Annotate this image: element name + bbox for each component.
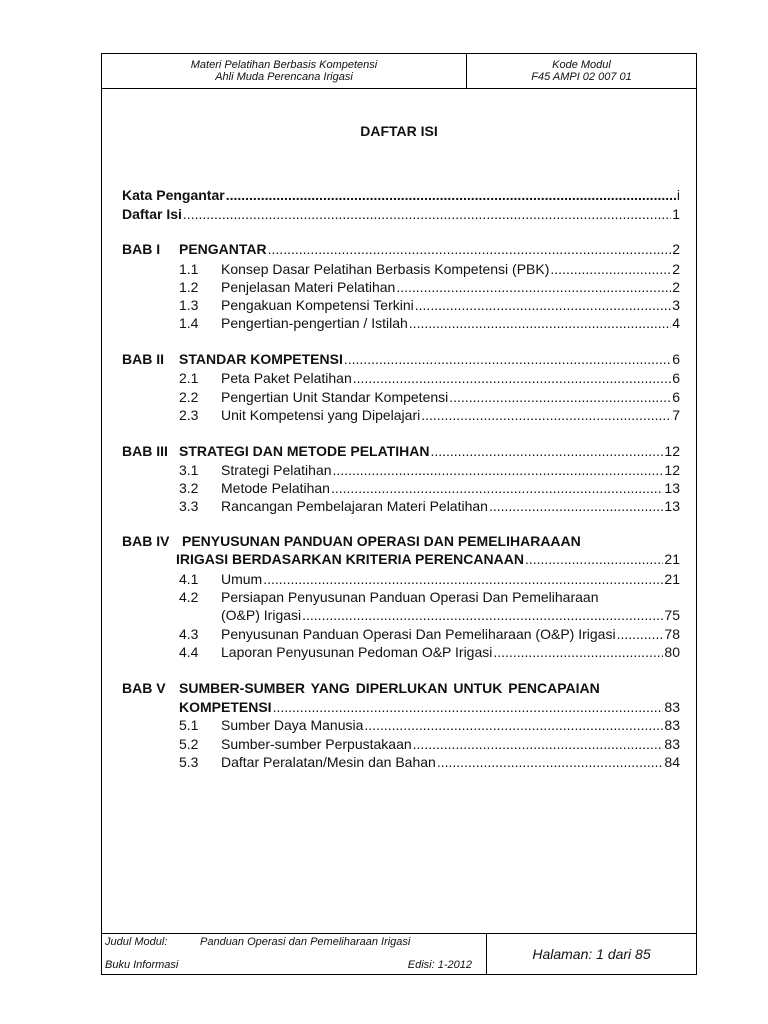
- leader-dots: [525, 550, 663, 568]
- section-label: Laporan Penyusunan Pedoman O&P Irigasi: [221, 644, 493, 660]
- leader-dots: [449, 388, 671, 406]
- toc-section-5-1[interactable]: [221, 716, 680, 734]
- toc-label: Daftar Isi: [122, 206, 182, 222]
- toc-section-4-3[interactable]: [221, 625, 680, 643]
- footer-edisi: Edisi: 1-2012: [407, 959, 472, 971]
- section-number: 4.4: [179, 644, 199, 660]
- leader-dots: [344, 350, 671, 368]
- footer-halaman: Halaman: 1 dari 85: [532, 946, 651, 962]
- section-number: 5.3: [179, 754, 199, 770]
- leader-dots: [489, 497, 663, 515]
- toc-page: i: [676, 187, 680, 203]
- toc-page: 78: [664, 626, 680, 642]
- footer-judul-value: Panduan Operasi dan Pemeliharaan Irigasi: [200, 936, 411, 948]
- section-label: Penjelasan Materi Pelatihan: [221, 279, 396, 295]
- toc-page: 6: [672, 370, 680, 386]
- module-footer: [102, 933, 696, 974]
- toc-section-4-1[interactable]: [221, 570, 680, 588]
- section-label-line1: Persiapan Penyusunan Panduan Operasi Dan Pemeliharaan: [221, 589, 599, 605]
- section-number: 4.3: [179, 626, 199, 642]
- leader-dots: [396, 278, 671, 296]
- toc-page: 7: [672, 407, 680, 423]
- leader-dots: [437, 753, 664, 771]
- leader-dots: [493, 643, 663, 661]
- section-number: 3.1: [179, 462, 199, 478]
- leader-dots: [302, 606, 663, 624]
- footer-judul-label: Judul Modul:: [105, 936, 168, 948]
- toc-page: 13: [664, 480, 680, 496]
- toc-chapter-4[interactable]: [176, 550, 680, 568]
- toc-section-1-4[interactable]: [221, 314, 680, 332]
- chapter-number: BAB III: [122, 443, 168, 459]
- toc-section-1-3[interactable]: [221, 296, 680, 314]
- leader-dots: [353, 369, 671, 387]
- toc-section-5-3[interactable]: [221, 753, 680, 771]
- section-number: 1.3: [179, 297, 199, 313]
- toc-page: 83: [664, 717, 680, 733]
- chapter-number: BAB I: [122, 241, 161, 257]
- leader-dots: [333, 461, 664, 479]
- toc-section-2-2[interactable]: [221, 388, 680, 406]
- toc-page: 75: [664, 607, 680, 623]
- toc-page: 80: [664, 644, 680, 660]
- leader-dots: [550, 260, 671, 278]
- chapter-number: BAB IV: [122, 533, 170, 549]
- toc-page: 4: [672, 315, 680, 331]
- section-number: 3.2: [179, 480, 199, 496]
- section-label: Rancangan Pembelajaran Materi Pelatihan: [221, 498, 488, 514]
- section-label-line2: (O&P) Irigasi: [221, 607, 302, 623]
- toc-page: 83: [664, 699, 680, 715]
- footer-page-number: [487, 934, 696, 974]
- chapter-number: BAB II: [122, 351, 164, 367]
- toc-page: 2: [672, 261, 680, 277]
- toc-chapter-2[interactable]: [179, 350, 680, 368]
- section-number: 5.1: [179, 717, 199, 733]
- header-ahli: Ahli Muda Perencana Irigasi: [215, 71, 353, 83]
- leader-dots: [226, 186, 676, 204]
- leader-dots: [421, 406, 671, 424]
- module-header: [102, 54, 696, 89]
- toc-page: 3: [672, 297, 680, 313]
- header-kode-label: Kode Modul: [552, 59, 611, 71]
- section-label: Umum: [221, 571, 263, 587]
- section-number: 1.2: [179, 279, 199, 295]
- section-label: Penyusunan Panduan Operasi Dan Pemeliharaan (O&P) Irigasi: [221, 626, 616, 642]
- header-kode-value: F45 AMPI 02 007 01: [531, 71, 632, 83]
- leader-dots: [413, 735, 664, 753]
- leader-dots: [409, 314, 671, 332]
- toc-page: 2: [672, 241, 680, 257]
- section-number: 2.3: [179, 407, 199, 423]
- toc-section-2-3[interactable]: [221, 406, 680, 424]
- leader-dots: [331, 479, 663, 497]
- toc-section-3-2[interactable]: [221, 479, 680, 497]
- toc-section-2-1[interactable]: [221, 369, 680, 387]
- toc-section-5-2[interactable]: [221, 735, 680, 753]
- toc-page: 12: [664, 462, 680, 478]
- header-module-code: [467, 54, 696, 88]
- section-number: 2.1: [179, 370, 199, 386]
- toc-chapter-3[interactable]: [179, 442, 680, 460]
- toc-page: 12: [664, 443, 680, 459]
- section-label: Sumber Daya Manusia: [221, 717, 364, 733]
- toc-section-1-2[interactable]: [221, 278, 680, 296]
- toc-section-3-1[interactable]: [221, 461, 680, 479]
- chapter-number: BAB V: [122, 680, 166, 696]
- leader-dots: [273, 698, 664, 716]
- section-number: 1.4: [179, 315, 199, 331]
- leader-dots: [430, 442, 663, 460]
- footer-buku: Buku Informasi: [105, 959, 179, 971]
- section-number: 4.1: [179, 571, 199, 587]
- page-title: DAFTAR ISI: [360, 123, 438, 139]
- footer-info: [102, 934, 487, 974]
- section-number: 5.2: [179, 736, 199, 752]
- toc-page: 21: [664, 551, 680, 567]
- section-label: Unit Kompetensi yang Dipelajari: [221, 407, 421, 423]
- toc-section-1-1[interactable]: [221, 260, 680, 278]
- toc-section-3-3[interactable]: [221, 497, 680, 515]
- section-number: 4.2: [179, 589, 199, 605]
- toc-page: 84: [664, 754, 680, 770]
- toc-label: Kata Pengantar: [122, 187, 225, 203]
- section-label: Sumber-sumber Perpustakaan: [221, 736, 412, 752]
- leader-dots: [617, 625, 664, 643]
- toc-page: 2: [672, 279, 680, 295]
- section-number: 3.3: [179, 498, 199, 514]
- toc-daftar-isi[interactable]: [122, 205, 680, 223]
- section-number: 2.2: [179, 389, 199, 405]
- toc-page: 6: [672, 351, 680, 367]
- section-label: Pengertian Unit Standar Kompetensi: [221, 389, 449, 405]
- chapter-title: PENGANTAR: [179, 241, 267, 257]
- chapter-title-line1: PENYUSUNAN PANDUAN OPERASI DAN PEMELIHARAAAN: [182, 533, 581, 549]
- toc-chapter-5[interactable]: [179, 698, 680, 716]
- section-label: Daftar Peralatan/Mesin dan Bahan: [221, 754, 436, 770]
- toc-section-4-4[interactable]: [221, 643, 680, 661]
- toc-page: 83: [664, 736, 680, 752]
- toc-section-4-2[interactable]: [221, 606, 680, 624]
- section-label: Strategi Pelatihan: [221, 462, 332, 478]
- toc-kata-pengantar[interactable]: [122, 186, 680, 204]
- leader-dots: [364, 716, 663, 734]
- leader-dots: [263, 570, 663, 588]
- header-materi: Materi Pelatihan Berbasis Kompetensi: [190, 59, 378, 71]
- section-label: Pengakuan Kompetensi Terkini: [221, 297, 414, 313]
- section-label: Metode Pelatihan: [221, 480, 330, 496]
- section-number: 1.1: [179, 261, 199, 277]
- leader-dots: [268, 240, 672, 258]
- toc-page: 13: [664, 498, 680, 514]
- chapter-title-line2: KOMPETENSI: [179, 699, 272, 715]
- leader-dots: [415, 296, 671, 314]
- toc-page: 6: [672, 389, 680, 405]
- chapter-title-line1: SUMBER-SUMBER YANG DIPERLUKAN UNTUK PENCAPAIAN: [179, 680, 600, 696]
- section-label: Pengertian-pengertian / Istilah: [221, 315, 408, 331]
- toc-chapter-1[interactable]: [179, 240, 680, 258]
- chapter-title: STRATEGI DAN METODE PELATIHAN: [179, 443, 430, 459]
- section-label: Konsep Dasar Pelatihan Berbasis Kompetensi (PBK): [221, 261, 550, 277]
- chapter-title-line2: IRIGASI BERDASARKAN KRITERIA PERENCANAAN: [176, 551, 524, 567]
- toc-page: 1: [672, 206, 680, 222]
- chapter-title: STANDAR KOMPETENSI: [179, 351, 343, 367]
- section-label: Peta Paket Pelatihan: [221, 370, 352, 386]
- page-frame: [101, 53, 697, 975]
- toc-page: 21: [664, 571, 680, 587]
- header-module-info: [102, 54, 467, 88]
- leader-dots: [183, 205, 671, 223]
